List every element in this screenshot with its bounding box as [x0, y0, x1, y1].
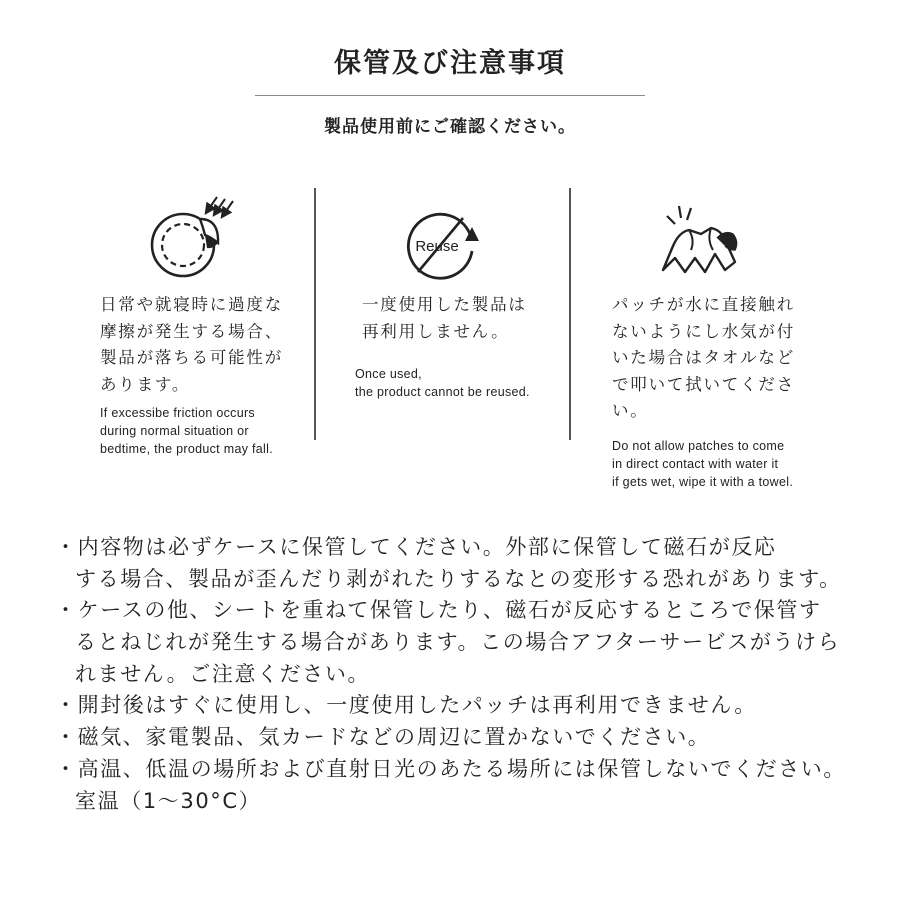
list-item	[55, 722, 875, 754]
reuse-en-line: the product cannot be reused.	[355, 385, 530, 399]
water-en-line: in direct contact with water it	[612, 456, 779, 471]
note-line: ・内容物は必ずケースに保管してください。外部に保管して磁石が反応	[55, 535, 777, 559]
notes-list	[55, 532, 875, 817]
patch-peel-icon	[145, 193, 240, 285]
page-title: 保管及び注意事項	[334, 48, 566, 79]
column-divider-1	[314, 188, 316, 440]
towel-wipe-icon	[655, 200, 745, 280]
page-subtitle: 製品使用前にご確認ください。	[324, 117, 576, 137]
water-jp-line: パッチが水に直接触れ	[612, 295, 795, 314]
water-en-line: if gets wet, wipe it with a towel.	[612, 474, 794, 489]
friction-jp-line: 日常や就寝時に過度な	[100, 295, 283, 314]
reuse-notice-en	[355, 365, 530, 401]
water-jp-line: い。	[612, 401, 649, 420]
reuse-jp-line: 再利用しません。	[362, 321, 510, 341]
water-notice	[612, 292, 795, 491]
list-item	[55, 754, 875, 817]
water-jp-line: いた場合はタオルなど	[612, 348, 795, 367]
reuse-en-line: Once used,	[355, 367, 422, 381]
no-reuse-icon	[400, 205, 485, 285]
title-underline	[255, 95, 645, 96]
friction-jp-line: 摩擦が発生する場合、	[100, 321, 283, 341]
note-line: 室温（1〜30°C）	[75, 788, 262, 813]
reuse-jp-line: 一度使用した製品は	[362, 295, 527, 314]
water-jp-line: ないようにし水気が付	[612, 321, 795, 341]
column-divider-2	[569, 188, 571, 440]
note-line: ・高温、低温の場所および直射日光のあたる場所には保管しないでください。	[55, 756, 846, 781]
friction-notice	[100, 292, 283, 458]
note-line: ・ケースの他、シートを重ねて保管したり、磁石が反応するところで保管す	[55, 598, 822, 623]
friction-en-line: bedtime, the product may fall.	[100, 442, 273, 456]
note-line: する場合、製品が歪んだり剥がれたりするなとの変形する恐れがあります。	[75, 566, 842, 591]
friction-en-line: If excessibe friction occurs	[100, 406, 255, 420]
list-item	[55, 690, 875, 722]
friction-en-line: during normal situation or	[100, 424, 249, 438]
friction-jp-line: 製品が落ちる可能性が	[100, 348, 283, 367]
list-item	[55, 532, 875, 595]
note-line: るとねじれが発生する場合があります。この場合アフターサービスがうけら	[75, 630, 841, 655]
note-line: ・開封後はすぐに使用し、一度使用したパッチは再利用できません。	[55, 693, 757, 718]
list-item	[55, 595, 875, 690]
note-line: れません。ご注意ください。	[75, 661, 371, 686]
reuse-icon-label: Reuse	[415, 238, 459, 255]
water-en-line: Do not allow patches to come	[612, 438, 785, 453]
friction-jp-line: あります。	[100, 374, 191, 394]
reuse-notice-jp	[362, 292, 527, 345]
water-jp-line: で叩いて拭いてくださ	[612, 374, 795, 394]
note-line: ・磁気、家電製品、気カードなどの周辺に置かないでください。	[55, 725, 711, 750]
